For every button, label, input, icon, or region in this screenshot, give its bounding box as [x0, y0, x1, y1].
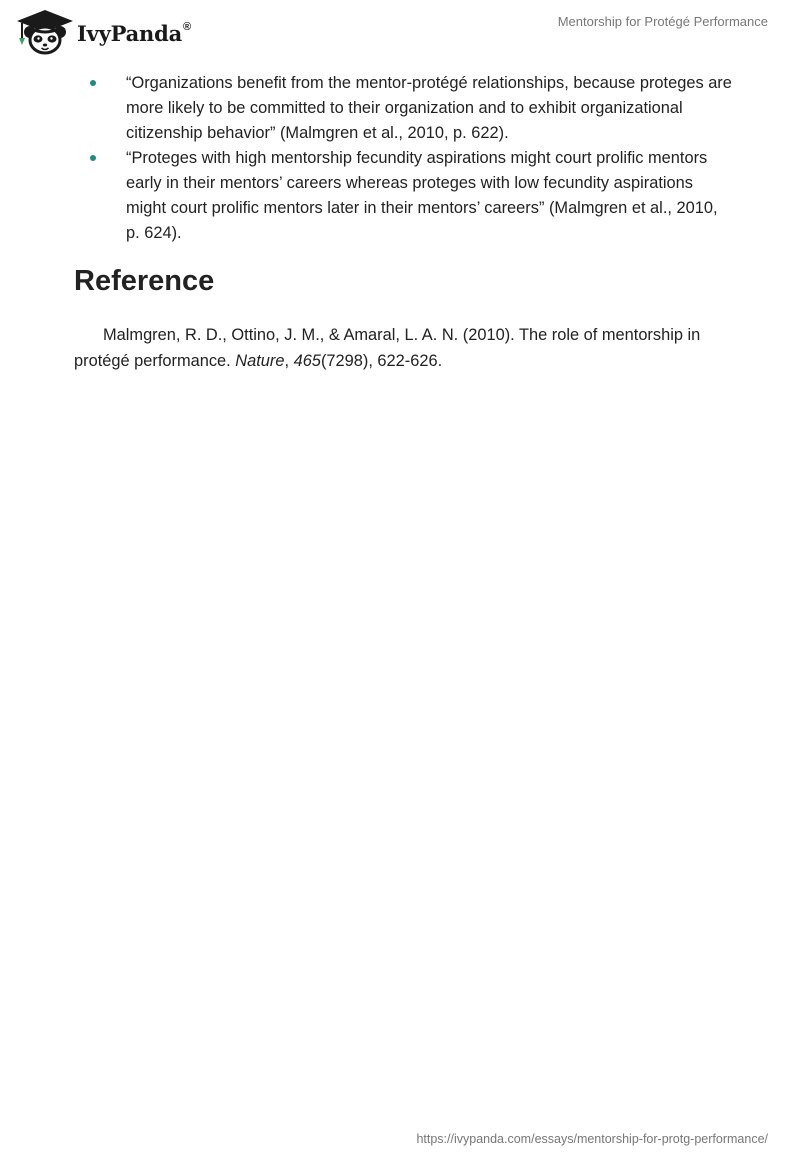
- list-item: [74, 71, 734, 146]
- reference-authors-title: Malmgren, R. D., Ottino, J. M., & Amaral, L. A. N. (2010). The role of mentorship in protégé performance.: [74, 326, 701, 370]
- source-url-link[interactable]: https://ivypanda.com/essays/mentorship-for-protg-performance/: [416, 1132, 768, 1146]
- ivypanda-logo[interactable]: [16, 8, 191, 56]
- list-item: [74, 146, 734, 246]
- bullet-icon: [90, 155, 96, 161]
- reference-separator: ,: [284, 352, 294, 370]
- quote-list: [74, 71, 734, 246]
- quote-text: “Organizations benefit from the mentor-protégé relationships, because proteges are more likely to be committed to their organization and to exhibit organizational citizenship behavior” (Malmgren et al., 2010, p. 622).: [126, 74, 732, 142]
- reference-volume: 465: [293, 352, 321, 370]
- reference-entry: [74, 322, 734, 374]
- section-heading-reference: Reference: [74, 265, 215, 297]
- reference-journal: Nature: [235, 352, 285, 370]
- running-title: Mentorship for Protégé Performance: [557, 14, 768, 29]
- reference-issue-pages: (7298), 622-626.: [320, 352, 443, 370]
- logo-wordmark: IvyPanda®: [77, 20, 191, 46]
- registered-mark: ®: [183, 20, 191, 33]
- quote-text: “Proteges with high mentorship fecundity aspirations might court prolific mentors early in their mentors’ careers whereas proteges with low fecundity aspirations might court prolific mentors later in their mentors’ careers” (Malmgren et al., 2010, p. 624).: [126, 149, 718, 242]
- bullet-icon: [90, 80, 96, 86]
- panda-graduate-icon: [16, 8, 74, 56]
